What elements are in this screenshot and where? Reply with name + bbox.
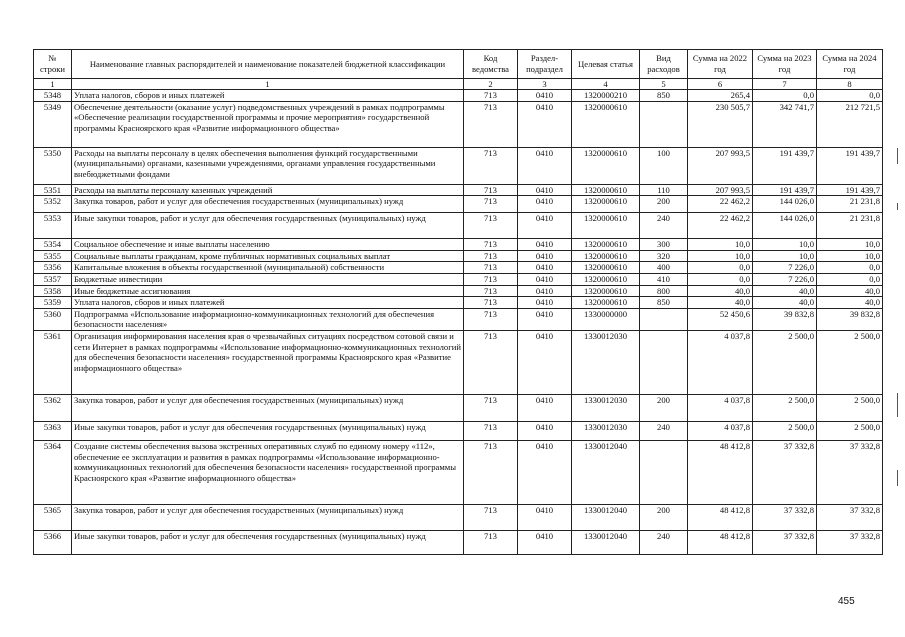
row-exp-type: 850 (640, 297, 688, 309)
table-row (34, 213, 883, 239)
row-sum-2023: 39 832,8 (753, 308, 817, 330)
row-number: 5349 (34, 101, 72, 147)
row-number: 5360 (34, 308, 72, 330)
row-target: 1320000610 (572, 262, 640, 274)
row-section: 0410 (518, 394, 572, 421)
row-dept: 713 (464, 297, 518, 309)
row-sum-2024: 37 332,8 (817, 504, 883, 530)
row-dept: 713 (464, 421, 518, 440)
row-sum-2022: 0,0 (688, 262, 753, 274)
row-target: 1320000610 (572, 273, 640, 285)
table-row (34, 101, 883, 147)
row-exp-type: 200 (640, 196, 688, 213)
row-sum-2023: 37 332,8 (753, 504, 817, 530)
row-target: 1320000610 (572, 285, 640, 297)
row-section: 0410 (518, 184, 572, 196)
table-row (34, 285, 883, 297)
row-sum-2022: 10,0 (688, 239, 753, 251)
row-number: 5354 (34, 239, 72, 251)
table-row (34, 147, 883, 184)
table-row (34, 308, 883, 330)
row-exp-type: 300 (640, 239, 688, 251)
row-section: 0410 (518, 250, 572, 262)
scan-edge-mark (897, 203, 898, 210)
row-sum-2022: 0,0 (688, 273, 753, 285)
row-name: Подпрограмма «Использование информационно-коммуникационных технологий для обеспечения безопасности населения» (72, 308, 464, 330)
table-row (34, 330, 883, 394)
row-sum-2023: 2 500,0 (753, 421, 817, 440)
row-number: 5366 (34, 530, 72, 554)
row-exp-type: 240 (640, 213, 688, 239)
row-sum-2022: 40,0 (688, 297, 753, 309)
row-name: Закупка товаров, работ и услуг для обеспечения государственных (муниципальных) нужд (72, 196, 464, 213)
header-exp-type: Вид расходов (640, 50, 688, 79)
row-exp-type: 320 (640, 250, 688, 262)
row-sum-2022: 48 412,8 (688, 440, 753, 504)
row-exp-type: 200 (640, 504, 688, 530)
row-sum-2023: 37 332,8 (753, 440, 817, 504)
row-sum-2024: 39 832,8 (817, 308, 883, 330)
header-sum-2022: Сумма на 2022 год (688, 50, 753, 79)
table-row (34, 504, 883, 530)
row-number: 5365 (34, 504, 72, 530)
row-exp-type: 110 (640, 184, 688, 196)
row-name: Создание системы обеспечения вызова экстренных оперативных служб по единому номеру «112», обеспечение ее эксплуатации и развития в рамках подпрограммы «Использование информационно-коммуникационных технологий для обеспечения безопасности населения» государственной программы Красноярского края «Развитие информационного общества» (72, 440, 464, 504)
row-section: 0410 (518, 285, 572, 297)
row-sum-2022: 40,0 (688, 285, 753, 297)
row-section: 0410 (518, 262, 572, 274)
row-sum-2024: 21 231,8 (817, 196, 883, 213)
row-number: 5353 (34, 213, 72, 239)
row-sum-2023: 10,0 (753, 239, 817, 251)
row-name: Обеспечение деятельности (оказание услуг) подведомственных учреждений в рамках подпрограммы «Обеспечение реализации государственной программы и прочие мероприятия» государственной программы Красноярского края «Развитие информационного общества» (72, 101, 464, 147)
row-sum-2022: 22 462,2 (688, 196, 753, 213)
row-target: 1330000000 (572, 308, 640, 330)
row-number: 5362 (34, 394, 72, 421)
row-target: 1320000610 (572, 239, 640, 251)
row-section: 0410 (518, 308, 572, 330)
row-sum-2023: 191 439,7 (753, 147, 817, 184)
row-number: 5352 (34, 196, 72, 213)
budget-table (33, 49, 883, 555)
row-dept: 713 (464, 285, 518, 297)
header-dept: Код ведомства (464, 50, 518, 79)
row-number: 5348 (34, 90, 72, 102)
row-sum-2024: 10,0 (817, 250, 883, 262)
column-number: 3 (518, 79, 572, 90)
row-sum-2024: 0,0 (817, 273, 883, 285)
row-target: 1320000610 (572, 297, 640, 309)
row-exp-type: 800 (640, 285, 688, 297)
header-row-no: № строки (34, 50, 72, 79)
row-sum-2023: 40,0 (753, 297, 817, 309)
row-section: 0410 (518, 196, 572, 213)
row-sum-2023: 144 026,0 (753, 196, 817, 213)
row-sum-2024: 21 231,8 (817, 213, 883, 239)
row-dept: 713 (464, 262, 518, 274)
row-name: Уплата налогов, сборов и иных платежей (72, 90, 464, 102)
row-sum-2022: 265,4 (688, 90, 753, 102)
row-sum-2022: 230 505,7 (688, 101, 753, 147)
page-number: 455 (838, 596, 855, 607)
row-name: Иные бюджетные ассигнования (72, 285, 464, 297)
row-exp-type: 400 (640, 262, 688, 274)
row-section: 0410 (518, 147, 572, 184)
row-section: 0410 (518, 213, 572, 239)
table-row (34, 273, 883, 285)
scan-edge-mark (897, 470, 898, 486)
row-sum-2023: 7 226,0 (753, 262, 817, 274)
row-target: 1330012040 (572, 440, 640, 504)
row-section: 0410 (518, 421, 572, 440)
row-section: 0410 (518, 440, 572, 504)
row-sum-2022: 4 037,8 (688, 330, 753, 394)
row-dept: 713 (464, 394, 518, 421)
row-target: 1320000610 (572, 184, 640, 196)
row-name: Социальное обеспечение и иные выплаты населению (72, 239, 464, 251)
row-dept: 713 (464, 440, 518, 504)
row-target: 1320000610 (572, 147, 640, 184)
header-sum-2024: Сумма на 2024 год (817, 50, 883, 79)
row-sum-2024: 37 332,8 (817, 440, 883, 504)
row-sum-2022: 4 037,8 (688, 394, 753, 421)
row-sum-2024: 2 500,0 (817, 330, 883, 394)
row-dept: 713 (464, 101, 518, 147)
row-exp-type (640, 440, 688, 504)
row-target: 1330012040 (572, 530, 640, 554)
row-section: 0410 (518, 101, 572, 147)
header-section: Раздел-подраздел (518, 50, 572, 79)
row-exp-type: 240 (640, 530, 688, 554)
row-name: Расходы на выплаты персоналу в целях обеспечения выполнения функций государственными (муниципальными) органами, казенными учреждениями, органами управления государственными внебюджетными фондами (72, 147, 464, 184)
row-sum-2022: 10,0 (688, 250, 753, 262)
row-exp-type: 850 (640, 90, 688, 102)
row-sum-2024: 37 332,8 (817, 530, 883, 554)
row-target: 1320000610 (572, 250, 640, 262)
row-sum-2023: 10,0 (753, 250, 817, 262)
table-row (34, 262, 883, 274)
row-target: 1320000610 (572, 213, 640, 239)
row-name: Иные закупки товаров, работ и услуг для обеспечения государственных (муниципальных) нужд (72, 421, 464, 440)
row-sum-2022: 207 993,5 (688, 184, 753, 196)
row-target: 1320000210 (572, 90, 640, 102)
header-sum-2023: Сумма на 2023 год (753, 50, 817, 79)
row-sum-2023: 37 332,8 (753, 530, 817, 554)
row-sum-2022: 22 462,2 (688, 213, 753, 239)
row-name: Уплата налогов, сборов и иных платежей (72, 297, 464, 309)
table-row (34, 297, 883, 309)
row-number: 5359 (34, 297, 72, 309)
row-sum-2024: 212 721,5 (817, 101, 883, 147)
row-name: Закупка товаров, работ и услуг для обеспечения государственных (муниципальных) нужд (72, 394, 464, 421)
row-number: 5363 (34, 421, 72, 440)
row-dept: 713 (464, 90, 518, 102)
row-name: Иные закупки товаров, работ и услуг для обеспечения государственных (муниципальных) нужд (72, 530, 464, 554)
row-sum-2023: 2 500,0 (753, 330, 817, 394)
row-sum-2022: 48 412,8 (688, 504, 753, 530)
row-dept: 713 (464, 504, 518, 530)
row-sum-2022: 207 993,5 (688, 147, 753, 184)
table-row (34, 394, 883, 421)
column-number: 1 (34, 79, 72, 90)
column-number: 8 (817, 79, 883, 90)
row-sum-2022: 52 450,6 (688, 308, 753, 330)
row-target: 1320000610 (572, 101, 640, 147)
row-number: 5357 (34, 273, 72, 285)
row-sum-2024: 0,0 (817, 90, 883, 102)
row-dept: 713 (464, 213, 518, 239)
row-dept: 713 (464, 330, 518, 394)
table-row (34, 196, 883, 213)
table-row (34, 530, 883, 554)
column-number: 2 (464, 79, 518, 90)
row-number: 5355 (34, 250, 72, 262)
row-dept: 713 (464, 308, 518, 330)
row-sum-2024: 191 439,7 (817, 147, 883, 184)
row-name: Социальные выплаты гражданам, кроме публичных нормативных социальных выплат (72, 250, 464, 262)
row-sum-2023: 0,0 (753, 90, 817, 102)
table-row (34, 239, 883, 251)
row-section: 0410 (518, 330, 572, 394)
header-name: Наименование главных распорядителей и наименование показателей бюджетной классификации (72, 50, 464, 79)
row-dept: 713 (464, 196, 518, 213)
scan-edge-mark (897, 148, 898, 164)
column-number: 5 (640, 79, 688, 90)
row-dept: 713 (464, 184, 518, 196)
row-target: 1330012040 (572, 504, 640, 530)
row-name: Организация информирования населения края о чрезвычайных ситуациях посредством сотовой связи и сети Интернет в рамках подпрограммы «Использование информационно-коммуникационных технологий для обеспечения безопасности населения» государственной программы Красноярского края «Развитие информационного общества» (72, 330, 464, 394)
row-section: 0410 (518, 273, 572, 285)
row-name: Капитальные вложения в объекты государственной (муниципальной) собственности (72, 262, 464, 274)
row-exp-type (640, 308, 688, 330)
row-target: 1320000610 (572, 196, 640, 213)
row-number: 5350 (34, 147, 72, 184)
row-sum-2023: 40,0 (753, 285, 817, 297)
row-section: 0410 (518, 239, 572, 251)
row-dept: 713 (464, 250, 518, 262)
column-number-row (34, 79, 883, 90)
row-section: 0410 (518, 297, 572, 309)
row-exp-type: 200 (640, 394, 688, 421)
header-target: Целевая статья (572, 50, 640, 79)
row-sum-2024: 40,0 (817, 285, 883, 297)
row-dept: 713 (464, 147, 518, 184)
row-name: Закупка товаров, работ и услуг для обеспечения государственных (муниципальных) нужд (72, 504, 464, 530)
scan-edge-mark (897, 393, 898, 417)
row-sum-2024: 40,0 (817, 297, 883, 309)
row-sum-2023: 342 741,7 (753, 101, 817, 147)
row-dept: 713 (464, 530, 518, 554)
row-exp-type (640, 101, 688, 147)
row-number: 5358 (34, 285, 72, 297)
table-row (34, 421, 883, 440)
row-sum-2022: 48 412,8 (688, 530, 753, 554)
row-target: 1330012030 (572, 394, 640, 421)
column-number: 4 (572, 79, 640, 90)
row-sum-2023: 191 439,7 (753, 184, 817, 196)
row-dept: 713 (464, 239, 518, 251)
row-sum-2023: 2 500,0 (753, 394, 817, 421)
row-number: 5361 (34, 330, 72, 394)
column-number: 1 (72, 79, 464, 90)
row-exp-type (640, 330, 688, 394)
table-row (34, 440, 883, 504)
row-exp-type: 240 (640, 421, 688, 440)
row-sum-2022: 4 037,8 (688, 421, 753, 440)
row-sum-2023: 144 026,0 (753, 213, 817, 239)
row-name: Расходы на выплаты персоналу казенных учреждений (72, 184, 464, 196)
row-dept: 713 (464, 273, 518, 285)
row-sum-2024: 2 500,0 (817, 394, 883, 421)
row-number: 5356 (34, 262, 72, 274)
row-number: 5364 (34, 440, 72, 504)
row-sum-2023: 7 226,0 (753, 273, 817, 285)
column-number: 7 (753, 79, 817, 90)
row-sum-2024: 0,0 (817, 262, 883, 274)
row-exp-type: 410 (640, 273, 688, 285)
table-row (34, 184, 883, 196)
row-sum-2024: 191 439,7 (817, 184, 883, 196)
row-number: 5351 (34, 184, 72, 196)
row-section: 0410 (518, 90, 572, 102)
row-target: 1330012030 (572, 330, 640, 394)
row-section: 0410 (518, 530, 572, 554)
row-section: 0410 (518, 504, 572, 530)
row-sum-2024: 10,0 (817, 239, 883, 251)
table-row (34, 250, 883, 262)
row-exp-type: 100 (640, 147, 688, 184)
table-row (34, 90, 883, 102)
row-target: 1330012030 (572, 421, 640, 440)
header-row (34, 50, 883, 79)
row-name: Иные закупки товаров, работ и услуг для обеспечения государственных (муниципальных) нужд (72, 213, 464, 239)
column-number: 6 (688, 79, 753, 90)
row-sum-2024: 2 500,0 (817, 421, 883, 440)
row-name: Бюджетные инвестиции (72, 273, 464, 285)
